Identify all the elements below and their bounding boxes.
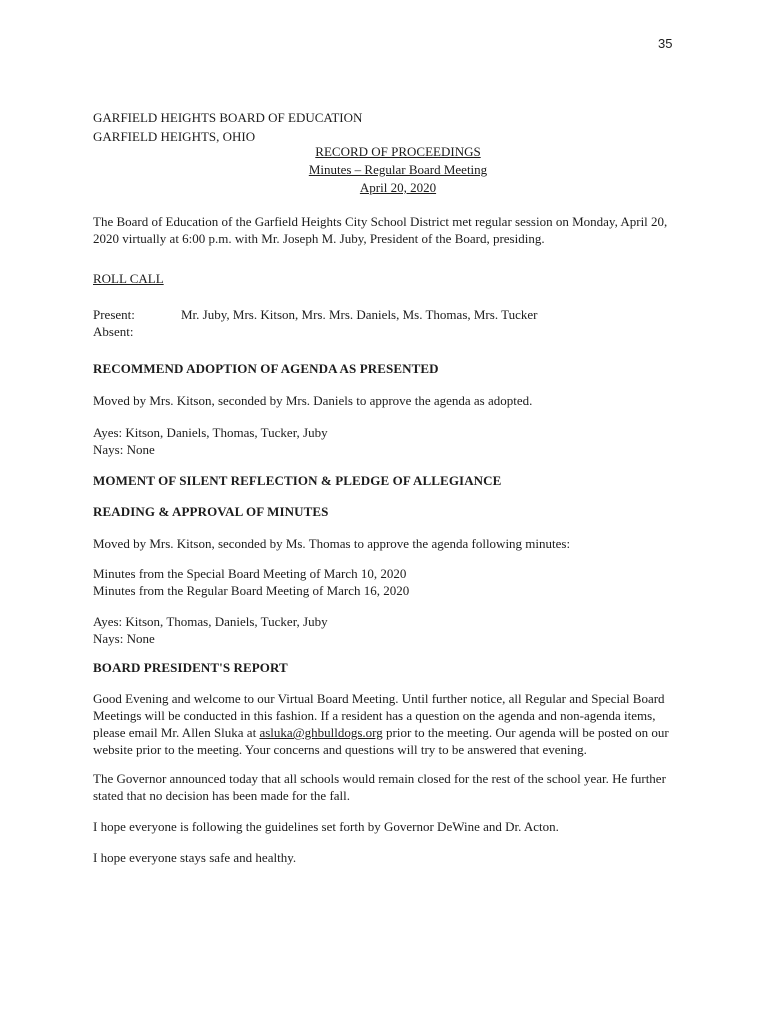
minutes-ayes: Ayes: Kitson, Thomas, Daniels, Tucker, Juby (93, 614, 328, 629)
report-line: stated that no decision has been made for the fall. (93, 788, 351, 803)
agenda-ayes: Ayes: Kitson, Daniels, Thomas, Tucker, Juby (93, 425, 328, 440)
report-line-with-email (93, 724, 669, 741)
intro-paragraph (93, 213, 693, 247)
roll-call-heading: ROLL CALL (93, 271, 164, 286)
president-report-heading: BOARD PRESIDENT'S REPORT (93, 660, 288, 675)
report-text: please email Mr. Allen Sluka at (93, 725, 260, 740)
report-line: I hope everyone stays safe and healthy. (93, 850, 297, 865)
email-link[interactable]: asluka@ghbulldogs.org (259, 725, 383, 740)
org-city: GARFIELD HEIGHTS, OHIO (93, 129, 256, 144)
minutes-nays: Nays: None (93, 631, 155, 646)
title-block (0, 143, 770, 197)
agenda-heading: RECOMMEND ADOPTION OF AGENDA AS PRESENTED (93, 361, 439, 376)
meeting-type: Minutes – Regular Board Meeting (308, 162, 488, 177)
minutes-motion: Moved by Mrs. Kitson, seconded by Ms. Thomas to approve the agenda following minutes: (93, 536, 571, 551)
present-label: Present: (93, 307, 135, 322)
report-line: The Governor announced today that all schools would remain closed for the rest of the school year. He further (93, 771, 666, 786)
report-line: website prior to the meeting. Your concerns and questions will try to be answered that evening. (93, 742, 587, 757)
report-line: I hope everyone is following the guidelines set forth by Governor DeWine and Dr. Acton. (93, 819, 559, 834)
document-header (93, 109, 362, 147)
intro-line: 2020 virtually at 6:00 p.m. with Mr. Joseph M. Juby, President of the Board, presiding. (93, 231, 545, 246)
minutes-heading: READING & APPROVAL OF MINUTES (93, 504, 329, 519)
record-title: RECORD OF PROCEEDINGS (315, 144, 481, 159)
absent-label: Absent: (93, 324, 134, 339)
minutes-item: Minutes from the Special Board Meeting of March 10, 2020 (93, 566, 407, 581)
minutes-item: Minutes from the Regular Board Meeting of March 16, 2020 (93, 583, 410, 598)
report-text: prior to the meeting. Our agenda will be posted on our (382, 725, 669, 740)
present-row (93, 306, 537, 323)
agenda-nays: Nays: None (93, 442, 155, 457)
agenda-motion: Moved by Mrs. Kitson, seconded by Mrs. Daniels to approve the agenda as adopted. (93, 393, 533, 408)
moment-heading: MOMENT OF SILENT REFLECTION & PLEDGE OF ALLEGIANCE (93, 473, 502, 488)
org-name: GARFIELD HEIGHTS BOARD OF EDUCATION (93, 110, 363, 125)
intro-line: The Board of Education of the Garfield Heights City School District met regular session on Monday, April 20, (93, 214, 668, 229)
meeting-date: April 20, 2020 (359, 180, 437, 195)
present-value: Mr. Juby, Mrs. Kitson, Mrs. Mrs. Daniels, Ms. Thomas, Mrs. Tucker (181, 307, 538, 322)
page-number: 35 (658, 36, 673, 51)
report-line: Meetings will be conducted in this fashion. If a resident has a question on the agenda and non-agenda items, (93, 708, 656, 723)
report-line: Good Evening and welcome to our Virtual Board Meeting. Until further notice, all Regular and Special Board (93, 691, 665, 706)
